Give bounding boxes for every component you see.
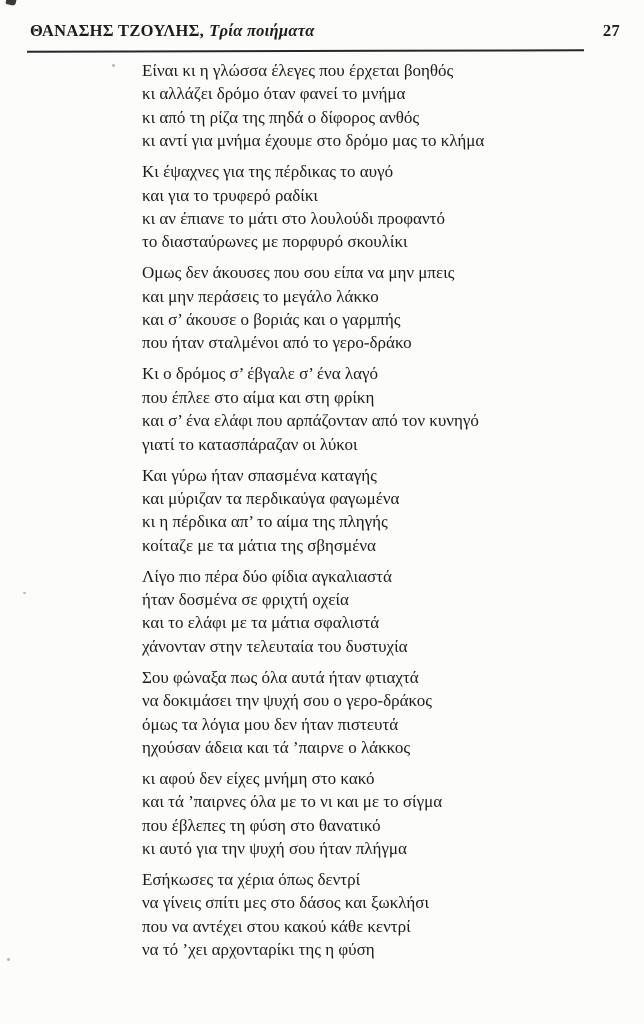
- poem-line: και για το τρυφερό ραδίκι: [142, 185, 319, 205]
- poem-line: κοίταζε με τα μάτια της σβησμένα: [142, 535, 376, 555]
- poem-line: να τό ’χει αρχονταρίκι της η φύση: [142, 940, 375, 960]
- stanza: [142, 666, 622, 760]
- poem-line: ήταν δοσμένα σε φριχτή οχεία: [142, 590, 349, 610]
- poem-line: και σ’ άκουσε ο βοριάς και ο γαρμπής: [142, 310, 401, 330]
- poem-line: και τά ’παιρνες όλα με το νι και με το σίγμα: [142, 792, 443, 812]
- header-rule: [27, 49, 584, 53]
- stanza: [142, 565, 622, 659]
- poem-line: και σ’ ένα ελάφι που αρπάζονταν από τον κυνηγό: [142, 411, 479, 431]
- poem-line: χάνονταν στην τελευταία του δυστυχία: [142, 636, 408, 656]
- scan-speck: [7, 958, 10, 961]
- running-head: [30, 21, 620, 41]
- poem-line: Ομως δεν άκουσες που σου είπα να μην μπεις: [142, 263, 455, 283]
- poem-line: όμως τα λόγια μου δεν ήταν πιστευτά: [142, 714, 399, 734]
- scan-speck: [112, 64, 115, 67]
- poem-line: και το ελάφι με τα μάτια σφαλιστά: [142, 613, 380, 633]
- stanza: [142, 261, 622, 355]
- poem-line: Είναι κι η γλώσσα έλεγες που έρχεται βοηθός: [142, 61, 454, 80]
- poem-line: κι από τη ρίζα της πηδά ο δίφορος ανθός: [142, 107, 420, 127]
- poem-line: κι αν έπιανε το μάτι στο λουλούδι προφαντό: [142, 208, 445, 228]
- poem-line: κι αφού δεν είχες μνήμη στο κακό: [142, 768, 375, 788]
- stanza: [142, 868, 622, 962]
- poem-line: κι αλλάζει δρόμο όταν φανεί το μνήμα: [142, 84, 406, 104]
- poem-line: να γίνεις σπίτι μες στο δάσος και ξωκλήσι: [142, 893, 430, 913]
- poem-line: το διασταύρωνες με πορφυρό σκουλίκι: [142, 232, 408, 252]
- page-number: 27: [602, 21, 620, 40]
- poem-line: και μύριζαν τα περδικαύγα φαγωμένα: [142, 488, 400, 508]
- poem-line: Σου φώναξα πως όλα αυτά ήταν φτιαχτά: [142, 667, 419, 687]
- poem-line: που έβλεπες τη φύση στο θανατικό: [142, 815, 381, 835]
- poem-line: ηχούσαν άδεια και τά ’παιρνε ο λάκκος: [142, 737, 411, 757]
- poem-line: Και γύρω ήταν σπασμένα καταγής: [142, 465, 377, 485]
- stanza: [142, 767, 622, 861]
- poem-line: Εσήκωσες τα χέρια όπως δεντρί: [142, 870, 361, 889]
- running-head-left: [30, 21, 315, 41]
- stanza: [142, 59, 622, 153]
- poem-line: που να αντέχει στου κακού κάθε κεντρί: [142, 916, 411, 936]
- stanza: [142, 362, 622, 456]
- stanza: [142, 464, 622, 558]
- scan-artifact-corner: [5, 0, 16, 6]
- poem-line: που έπλεε στο αίμα και στη φρίκη: [142, 387, 375, 407]
- scan-speck: [23, 592, 26, 594]
- stanza: [142, 160, 622, 254]
- poem-body: [142, 59, 622, 969]
- work-title: Τρία ποιήματα: [209, 21, 315, 40]
- author-name: ΘΑΝΑΣΗΣ ΤΖΟΥΛΗΣ,: [30, 21, 205, 40]
- poem-line: κι αυτό για την ψυχή σου ήταν πλήγμα: [142, 839, 407, 859]
- poem-line: κι αντί για μνήμα έχουμε στο δρόμο μας το κλήμα: [142, 131, 485, 151]
- poem-line: να δοκιμάσει την ψυχή σου ο γερο-δράκος: [142, 691, 432, 711]
- poem-line: Κι έψαχνες για της πέρδικας το αυγό: [142, 162, 394, 182]
- poem-line: κι η πέρδικα απ’ το αίμα της πληγής: [142, 512, 388, 532]
- poem-line: Κι ο δρόμος σ’ έβγαλε σ’ ένα λαγό: [142, 364, 379, 384]
- poem-line: και μην περάσεις το μεγάλο λάκκο: [142, 286, 379, 306]
- poem-line: γιατί το κατασπάραζαν οι λύκοι: [142, 434, 358, 454]
- poem-line: που ήταν σταλμένοι από το γερο-δράκο: [142, 333, 412, 353]
- poem-line: Λίγο πιο πέρα δύο φίδια αγκαλιαστά: [142, 566, 392, 586]
